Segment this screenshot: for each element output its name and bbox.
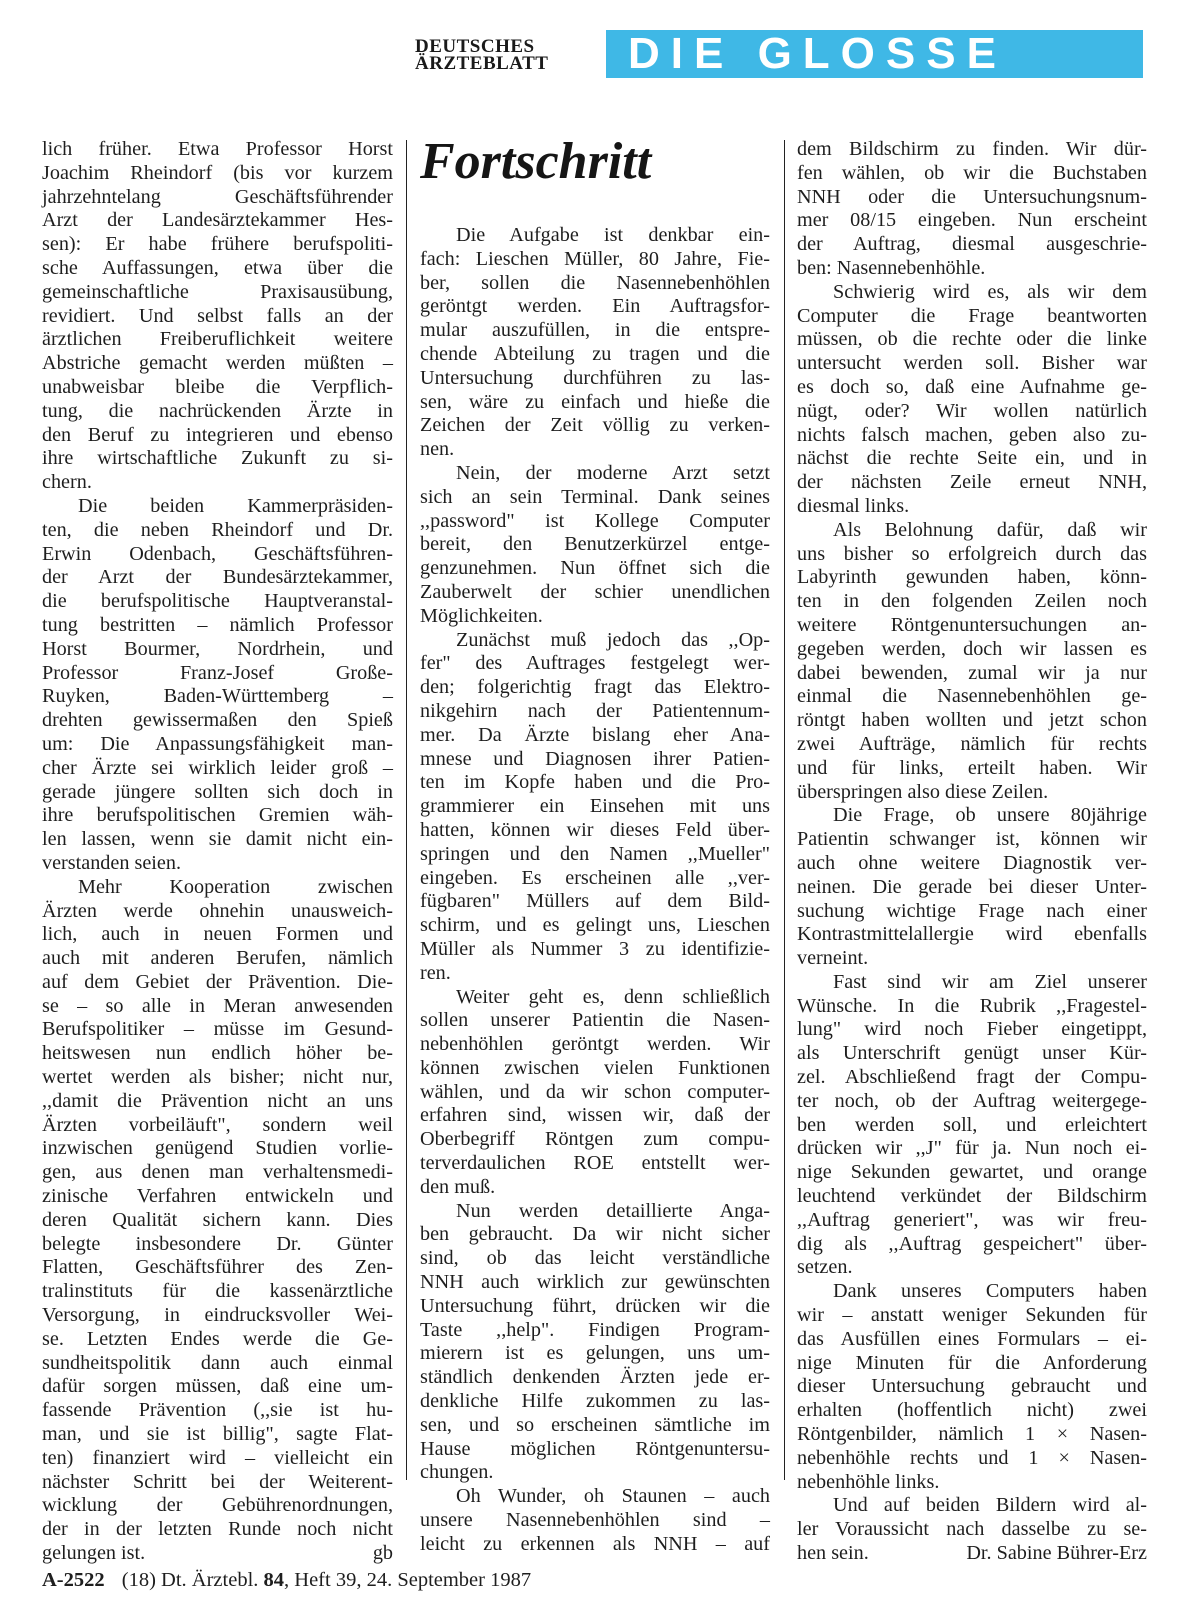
text-line: Fast sind wir am Ziel unserer	[833, 970, 1147, 993]
text-line: erfahren sind, wissen wir, daß der	[420, 1104, 770, 1127]
text-line: ,,Auftrag generiert", was wir freu-	[797, 1208, 1147, 1231]
text-line: gelungen ist.	[42, 1542, 146, 1565]
text-line: setzen.	[797, 1256, 853, 1279]
column-divider-left	[406, 140, 407, 1480]
text-line: zinische Verfahren entwickeln und	[42, 1185, 393, 1208]
text-line: ,,password" ist Kollege Computer	[420, 509, 770, 532]
text-line: fer" des Auftrages festgelegt wer-	[420, 652, 770, 675]
text-line: ten, die neben Rheindorf und Dr.	[42, 518, 393, 541]
text-line: den Beruf zu integrieren und ebenso	[42, 423, 393, 446]
text-line: Joachim Rheindorf (bis vor kurzem	[42, 161, 393, 184]
text-line: der nächsten Zeile erneut NNH,	[797, 471, 1147, 494]
text-line: sind, ob das leicht verständliche	[420, 1247, 770, 1270]
text-line: nige Sekunden gewartet, und orange	[797, 1161, 1147, 1184]
text-line: ihre berufspolitischen Gremien wäh-	[42, 804, 393, 827]
text-line: ben werden soll, und erleichtert	[797, 1113, 1147, 1136]
text-line: gegeben werden, doch wir lassen es	[797, 637, 1147, 660]
text-line: genzunehmen. Nun öffnet sich die	[420, 557, 770, 580]
text-line: ten) finanziert wird – vielleicht ein	[42, 1446, 393, 1469]
text-line: mierern ist es gelungen, uns um-	[420, 1342, 770, 1365]
text-line: Die Frage, ob unsere 80jährige	[833, 804, 1147, 827]
text-line: unabweisbar bleibe die Verpflich-	[42, 375, 393, 398]
text-line: die berufspolitische Hauptveranstal-	[42, 590, 393, 613]
text-line: untersucht werden soll. Bisher war	[797, 352, 1147, 375]
article-column-2	[797, 138, 1147, 1566]
text-line: einmal die Nasennebenhöhlen ge-	[797, 685, 1147, 708]
text-line: sen, und so erscheinen sämtliche im	[420, 1413, 770, 1436]
text-line: Möglichkeiten.	[420, 604, 543, 627]
issue-date: , Heft 39, 24. September 1987	[284, 1569, 532, 1591]
text-line: ständlich denkenden Ärzten jede er-	[420, 1366, 770, 1389]
text-line: tung bestritten – nämlich Professor	[42, 613, 393, 636]
masthead	[415, 38, 597, 72]
section-banner: DIE GLOSSE	[606, 30, 1143, 78]
text-line: drehten gewissermaßen den Spieß	[42, 709, 393, 732]
text-line: Untersuchung durchführen zu las-	[420, 366, 770, 389]
text-line: Zunächst muß jedoch das ,,Op-	[456, 628, 770, 651]
text-line: nen.	[420, 438, 455, 461]
text-line: len lassen, wenn sie damit nicht ein-	[42, 828, 393, 851]
text-line: mer. Da Ärzte bislang eher Ana-	[420, 723, 770, 746]
text-line: nebenhöhle rechts und 1 × Nasen-	[797, 1446, 1147, 1469]
text-line: als Unterschrift genügt unser Kür-	[797, 1042, 1147, 1065]
text-line: grammierer ein Einsehen mit uns	[420, 795, 770, 818]
text-line: dabei bewenden, zumal wir ja nur	[797, 661, 1147, 684]
text-line: Zeichen der Zeit völlig zu verken-	[420, 414, 770, 437]
text-line: lung" wird noch Fieber eingetippt,	[797, 1018, 1147, 1041]
text-line: verstanden seien.	[42, 851, 182, 874]
text-line: ten im Kopfe haben und die Pro-	[420, 771, 770, 794]
text-line: Erwin Odenbach, Geschäftsführen-	[42, 542, 393, 565]
text-line: Ruyken, Baden-Württemberg –	[42, 685, 393, 708]
text-line: sen): Er habe frühere berufspoliti-	[42, 233, 393, 256]
text-line: auch ohne weitere Diagnostik ver-	[797, 851, 1147, 874]
text-line: röntgt haben wollten und jetzt schon	[797, 709, 1147, 732]
text-line: nichts falsch machen, geben also zu-	[797, 423, 1147, 446]
text-line: fügbaren" Müllers auf dem Bild-	[420, 890, 770, 913]
text-line: unsere Nasennebenhöhlen sind –	[420, 1509, 770, 1532]
text-line: Labyrinth gewunden haben, könn-	[797, 566, 1147, 589]
text-line: nächster Schritt bei der Weiterent-	[42, 1470, 393, 1493]
text-line: Weiter geht es, denn schließlich	[456, 985, 770, 1008]
text-line: nebenhöhlen geröntgt werden. Wir	[420, 1033, 770, 1056]
text-line: dieser Untersuchung gebraucht und	[797, 1375, 1147, 1398]
article-title: Fortschritt	[420, 133, 652, 190]
text-line: Versorgung, in eindrucksvoller Wei-	[42, 1304, 393, 1327]
text-line: se. Letzten Endes werde die Ge-	[42, 1327, 393, 1350]
text-line: ter noch, ob der Auftrag weitergege-	[797, 1089, 1147, 1112]
text-line: fassende Prävention (,,sie ist hu-	[42, 1399, 393, 1422]
text-line: schirm, und es gelingt uns, Lieschen	[420, 914, 770, 937]
text-line: und für links, erteilt haben. Wir	[797, 756, 1147, 779]
text-line: NNH oder die Untersuchungsnum-	[797, 185, 1147, 208]
text-line: Oberbegriff Röntgen zum compu-	[420, 1128, 770, 1151]
text-line: ihre wirtschaftliche Zukunft zu si-	[42, 447, 393, 470]
text-line: deren Qualität sichern kann. Dies	[42, 1208, 393, 1231]
text-line: Arzt der Landesärztekammer Hes-	[42, 209, 393, 232]
text-line: lich, auch in neuen Formen und	[42, 923, 393, 946]
text-line: man, und sie ist billig", sagte Flat-	[42, 1423, 393, 1446]
text-line: fach: Lieschen Müller, 80 Jahre, Fie-	[420, 247, 770, 270]
journal-citation: (18) Dt. Ärztebl.	[121, 1569, 259, 1591]
text-line: diesmal links.	[797, 494, 910, 517]
text-line: ten in den folgenden Zeilen noch	[797, 590, 1147, 613]
page-number: A-2522	[42, 1569, 105, 1591]
text-line: ben: Nasennebenhöhle.	[797, 256, 986, 279]
text-line: mer 08/15 eingeben. Nun erscheint	[797, 209, 1147, 232]
text-line: verneint.	[797, 947, 869, 970]
text-line: gemeinschaftliche Praxisausübung,	[42, 280, 393, 303]
text-line: sich an sein Terminal. Dank seines	[420, 485, 770, 508]
text-line: Ärzten vorbeiläuft", sondern weil	[42, 1113, 393, 1136]
text-line: suchung wichtige Frage nach einer	[797, 899, 1147, 922]
text-line: Schwierig wird es, als wir dem	[833, 280, 1147, 303]
text-line: nebenhöhle links.	[797, 1470, 940, 1493]
text-line: hen sein.	[797, 1542, 869, 1565]
text-line: nügt, oder? Wir wollen natürlich	[797, 399, 1147, 422]
column-divider-right	[784, 140, 785, 1480]
masthead-line-1: DEUTSCHES	[415, 36, 535, 57]
text-line: es doch so, daß eine Aufnahme ge-	[797, 375, 1147, 398]
text-line: wicklung der Gebührenordnungen,	[42, 1494, 393, 1517]
text-line: eingeben. Es erscheinen alle ,,ver-	[420, 866, 770, 889]
text-line: Mehr Kooperation zwischen	[78, 875, 393, 898]
text-line: inzwischen genügend Studien vorlie-	[42, 1137, 393, 1160]
volume-number: 84	[263, 1569, 285, 1591]
text-line: zel. Abschließend fragt der Compu-	[797, 1066, 1147, 1089]
text-line: revidiert. Und selbst falls an der	[42, 304, 393, 327]
text-line: überspringen also diese Zeilen.	[797, 780, 1049, 803]
article-column-1	[420, 224, 770, 1557]
text-line: ben gebraucht. Da wir nicht sicher	[420, 1223, 770, 1246]
text-line: wählen, und da wir schon computer-	[420, 1080, 770, 1103]
text-line: Computer die Frage beantworten	[797, 304, 1147, 327]
text-line: leuchtend verkündet der Bildschirm	[797, 1185, 1147, 1208]
text-line: tung, die nachrückenden Ärzte in	[42, 399, 393, 422]
text-line: tralinstituts für die kassenärztliche	[42, 1280, 393, 1303]
page-footer	[42, 1567, 531, 1593]
text-line: springen und den Namen ,,Mueller"	[420, 842, 770, 865]
text-line: Die Aufgabe ist denkbar ein-	[456, 224, 770, 246]
text-line: chungen.	[420, 1461, 494, 1484]
text-line: auf dem Gebiet der Prävention. Die-	[42, 970, 393, 993]
text-line: zwei Aufträge, nämlich für rechts	[797, 732, 1147, 755]
text-line: mnese und Diagnosen ihrer Patien-	[420, 747, 770, 770]
text-line: se – so alle in Meran anwesenden	[42, 994, 393, 1017]
text-line: Die beiden Kammerpräsiden-	[78, 494, 393, 517]
text-line: Untersuchung führt, drücken wir die	[420, 1294, 770, 1317]
text-line: der Auftrag, diesmal ausgeschrie-	[797, 233, 1147, 256]
text-line: nikgehirn nach der Patientennum-	[420, 699, 770, 722]
text-line: ler Voraussicht nach dasselbe zu se-	[797, 1518, 1147, 1541]
text-line: Nun werden detaillierte Anga-	[456, 1199, 770, 1222]
text-line: ren.	[420, 961, 451, 984]
text-line: Als Belohnung dafür, daß wir	[833, 518, 1147, 541]
text-line: dem Bildschirm zu finden. Wir dür-	[797, 138, 1147, 160]
text-line: denkliche Hilfe zukommen zu las-	[420, 1390, 770, 1413]
text-line: sche Auffassungen, etwa über die	[42, 256, 393, 279]
text-line: ,,damit die Prävention nicht an uns	[42, 1089, 393, 1112]
text-line: terverdaulichen ROE entstellt wer-	[420, 1152, 770, 1175]
text-line: Ärzten werde ohnehin unausweich-	[42, 899, 393, 922]
text-line: gerade jüngere sollten sich doch in	[42, 780, 393, 803]
text-line: hatten, können wir dieses Feld über-	[420, 818, 770, 841]
text-line: chende Abteilung zu tragen und die	[420, 342, 770, 365]
text-line: Zauberwelt der schier unendlichen	[420, 580, 770, 603]
text-line: das Ausfüllen eines Formulars – ei-	[797, 1327, 1147, 1350]
signoff-row	[797, 1542, 1147, 1566]
text-line: Flatten, Geschäftsführer des Zen-	[42, 1256, 393, 1279]
text-line: belegte insbesondere Dr. Günter	[42, 1232, 393, 1255]
text-line: heitswesen nun endlich höher be-	[42, 1042, 393, 1065]
text-line: jahrzehntelang Geschäftsführender	[42, 185, 393, 208]
text-line: Kontrastmittelallergie wird ebenfalls	[797, 923, 1147, 946]
text-line: neinen. Die gerade bei dieser Unter-	[797, 875, 1147, 898]
text-line: sundheitspolitik dann auch einmal	[42, 1351, 393, 1374]
previous-article-column	[42, 138, 393, 1566]
text-line: Taste ,,help". Findigen Program-	[420, 1318, 770, 1341]
text-line: lich früher. Etwa Professor Horst	[42, 138, 393, 160]
text-line: sen, wäre zu einfach und hieße die	[420, 390, 770, 413]
text-line: gen, aus denen man verhaltensmedi-	[42, 1161, 393, 1184]
text-line: Patientin schwanger ist, können wir	[797, 828, 1147, 851]
text-line: Hause möglichen Röntgenuntersu-	[420, 1437, 770, 1460]
text-line: uns bisher so erfolgreich durch das	[797, 542, 1147, 565]
text-line: können zwischen vielen Funktionen	[420, 1056, 770, 1079]
text-line: weitere Röntgenuntersuchungen an-	[797, 613, 1147, 636]
text-line: Röntgenbilder, nämlich 1 × Nasen-	[797, 1423, 1147, 1446]
text-line: Berufspolitiker – müsse im Gesund-	[42, 1018, 393, 1041]
text-line: Professor Franz-Josef Große-	[42, 661, 393, 684]
text-line: cher Ärzte sei wirklich leider groß –	[42, 756, 393, 779]
text-line: Müller als Nummer 3 zu identifizie-	[420, 937, 770, 960]
text-line: Horst Bourmer, Nordrhein, und	[42, 637, 393, 660]
signoff-row	[42, 1542, 393, 1566]
text-line: erhalten (hoffentlich nicht) zwei	[797, 1399, 1147, 1422]
masthead-line-2: ÄRZTEBLATT	[415, 53, 549, 74]
text-line: der in der letzten Runde noch nicht	[42, 1518, 393, 1541]
text-line: nige Minuten für die Anforderung	[797, 1351, 1147, 1374]
text-line: geröntgt werden. Ein Auftragsfor-	[420, 295, 770, 318]
text-line: um: Die Anpassungsfähigkeit man-	[42, 732, 393, 755]
text-line: Nein, der moderne Arzt setzt	[456, 461, 770, 484]
text-line: dig als ,,Auftrag gespeichert" über-	[797, 1232, 1147, 1255]
article-author: Dr. Sabine Bührer-Erz	[966, 1542, 1147, 1565]
text-line: wir – anstatt weniger Sekunden für	[797, 1304, 1147, 1327]
text-line: dafür sorgen müssen, daß eine um-	[42, 1375, 393, 1398]
text-line: den muß.	[420, 1175, 496, 1198]
text-line: bereit, den Benutzerkürzel entge-	[420, 533, 770, 556]
text-line: der Arzt der Bundesärztekammer,	[42, 566, 393, 589]
text-line: wertet werden als bisher; nicht nur,	[42, 1066, 393, 1089]
text-line: ber, sollen die Nasennebenhöhlen	[420, 271, 770, 294]
author-initials: gb	[372, 1542, 393, 1565]
text-line: mular auszufüllen, in die entspre-	[420, 319, 770, 342]
text-line: sollen unserer Patientin die Nasen-	[420, 1009, 770, 1032]
text-line: ärztlichen Freiberuflichkeit weitere	[42, 328, 393, 351]
text-line: leicht zu erkennen als NNH – auf	[420, 1532, 770, 1555]
text-line: drücken wir ,,J" für ja. Nun noch ei-	[797, 1137, 1147, 1160]
text-line: den; folgerichtig fragt das Elektro-	[420, 676, 770, 699]
text-line: NNH auch wirklich zur gewünschten	[420, 1271, 770, 1294]
text-line: Und auf beiden Bildern wird al-	[833, 1494, 1147, 1517]
text-line: auch mit anderen Berufen, nämlich	[42, 947, 393, 970]
text-line: nächst die rechte Seite ein, und in	[797, 447, 1147, 470]
text-line: Abstriche gemacht werden müßten –	[42, 352, 393, 375]
text-line: Wünsche. In die Rubrik ,,Fragestel-	[797, 994, 1147, 1017]
text-line: Oh Wunder, oh Staunen – auch	[456, 1485, 770, 1508]
text-line: Dank unseres Computers haben	[833, 1280, 1147, 1303]
text-line: chern.	[42, 471, 92, 494]
text-line: müssen, ob die rechte oder die linke	[797, 328, 1147, 351]
text-line: fen wählen, ob wir die Buchstaben	[797, 161, 1147, 184]
